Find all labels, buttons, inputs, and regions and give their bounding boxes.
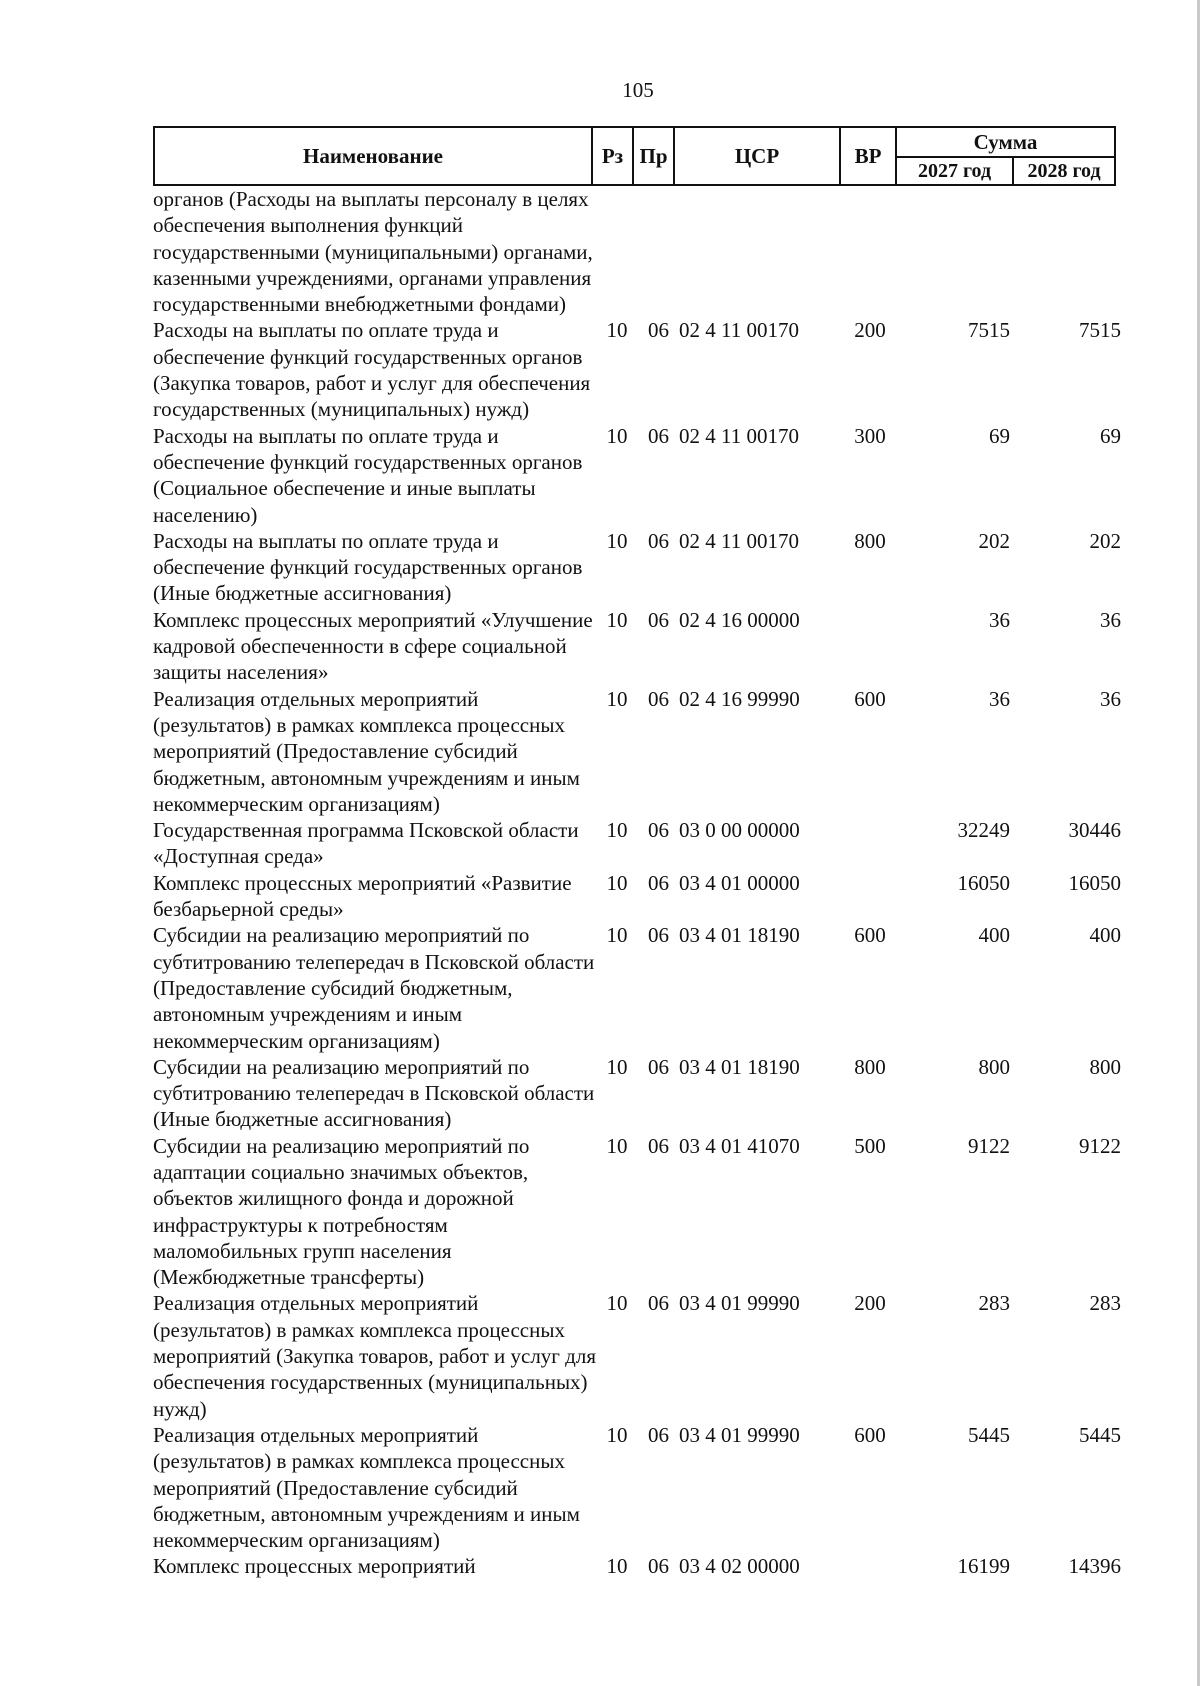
row-pr: 06 [648, 870, 669, 895]
header-name: Наименование [154, 127, 592, 185]
row-amount-2028: 16050 [1068, 870, 1121, 895]
table-row [153, 528, 1121, 607]
budget-table [153, 186, 1121, 1580]
row-amount-2027 [899, 186, 1010, 317]
row-name: Реализация отдельных мероприятий (результатов) в рамках комплекса процессных мероприятий (Закупка товаров, работ и услуг для обеспечения государственных (муниципальных) нужд) [153, 1291, 596, 1421]
row-csr: 03 4 01 99990 [679, 1291, 800, 1316]
row-amount-2028: 9122 [1079, 1133, 1121, 1158]
row-vr: 800 [854, 1054, 886, 1079]
table-row [153, 870, 1121, 923]
row-rz: 10 [606, 1133, 628, 1158]
header-vr: ВР [840, 127, 896, 185]
row-vr: 600 [854, 686, 886, 711]
row-amount-2027: 9122 [968, 1133, 1010, 1158]
row-amount-2027: 800 [978, 1054, 1010, 1079]
row-rz: 10 [606, 423, 628, 448]
row-pr: 06 [648, 1054, 669, 1079]
row-csr: 03 4 02 00000 [679, 1554, 800, 1579]
row-amount-2028: 69 [1100, 423, 1121, 448]
header-sum: Сумма [896, 127, 1115, 157]
table-row [153, 607, 1121, 686]
row-pr: 06 [648, 1291, 669, 1316]
table-header [153, 126, 1116, 186]
row-vr: 300 [854, 423, 886, 448]
table-row [153, 922, 1121, 1053]
row-amount-2028 [1010, 186, 1121, 317]
row-csr: 02 4 11 00170 [679, 318, 799, 343]
row-rz: 10 [606, 818, 628, 843]
row-amount-2027: 400 [978, 923, 1010, 948]
row-name: Расходы на выплаты по оплате труда и обеспечение функций государственных органов (Закупка товаров, работ и услуг для обеспечения государственных (муниципальных) нужд) [153, 318, 591, 422]
row-vr: 200 [854, 1291, 886, 1316]
row-amount-2028: 14396 [1068, 1554, 1121, 1579]
row-vr [841, 1553, 899, 1579]
table-row [153, 423, 1121, 528]
row-pr: 06 [648, 318, 669, 343]
row-amount-2027: 16050 [957, 870, 1010, 895]
table-row [153, 1054, 1121, 1133]
row-amount-2027: 16199 [957, 1554, 1010, 1579]
row-rz [596, 186, 638, 317]
row-vr: 200 [854, 318, 886, 343]
row-amount-2028: 202 [1089, 528, 1121, 553]
row-vr [841, 186, 899, 317]
row-rz: 10 [606, 1422, 628, 1447]
row-name: Реализация отдельных мероприятий (результатов) в рамках комплекса процессных мероприятий (Предоставление субсидий бюджетным, автономным учреждениям и иным некоммерческим организациям) [153, 686, 580, 816]
row-vr: 600 [854, 1422, 886, 1447]
row-name: Комплекс процессных мероприятий «Развитие безбарьерной среды» [153, 870, 572, 922]
row-amount-2027: 69 [989, 423, 1010, 448]
row-pr: 06 [648, 1554, 669, 1579]
row-vr [841, 607, 899, 686]
table-row [153, 1422, 1121, 1553]
row-csr: 02 4 16 99990 [679, 686, 800, 711]
row-rz: 10 [606, 923, 628, 948]
page-number: 105 [622, 78, 654, 102]
row-pr: 06 [648, 923, 669, 948]
header-year-2027: 2027 год [896, 157, 1013, 185]
row-amount-2028: 800 [1089, 1054, 1121, 1079]
table-row [153, 817, 1121, 870]
row-csr: 02 4 16 00000 [679, 607, 800, 632]
row-vr: 600 [854, 923, 886, 948]
row-name: Реализация отдельных мероприятий (результатов) в рамках комплекса процессных мероприятий (Предоставление субсидий бюджетным, автономным учреждениям и иным некоммерческим организациям) [153, 1422, 580, 1553]
row-amount-2028: 30446 [1068, 818, 1121, 843]
row-vr: 800 [854, 528, 886, 553]
row-amount-2027: 36 [989, 686, 1010, 711]
row-amount-2028: 5445 [1079, 1422, 1121, 1447]
row-amount-2028: 36 [1100, 686, 1121, 711]
row-csr: 02 4 11 00170 [679, 528, 799, 553]
row-name: Комплекс процессных мероприятий [153, 1554, 476, 1579]
row-rz: 10 [606, 870, 628, 895]
row-rz: 10 [606, 1054, 628, 1079]
row-amount-2027: 7515 [968, 318, 1010, 343]
row-csr: 02 4 11 00170 [679, 423, 799, 448]
row-csr: 03 0 00 00000 [679, 818, 800, 843]
row-pr: 06 [648, 607, 669, 632]
header-pr: Пр [633, 127, 674, 185]
row-csr: 03 4 01 18190 [679, 923, 800, 948]
row-amount-2028: 36 [1100, 607, 1121, 632]
row-name: Расходы на выплаты по оплате труда и обеспечение функций государственных органов (Социальное обеспечение и иные выплаты населению) [153, 423, 583, 527]
row-name: Государственная программа Псковской области «Доступная среда» [153, 818, 579, 869]
header-year-2028: 2028 год [1013, 157, 1115, 185]
row-csr: 03 4 01 99990 [679, 1422, 800, 1447]
row-vr: 500 [854, 1133, 886, 1158]
row-amount-2027: 283 [978, 1291, 1010, 1316]
row-amount-2027: 36 [989, 607, 1010, 632]
row-csr [679, 186, 841, 317]
row-csr: 03 4 01 18190 [679, 1054, 800, 1079]
row-amount-2027: 32249 [957, 818, 1010, 843]
row-amount-2027: 5445 [968, 1422, 1010, 1447]
table-row [153, 317, 1121, 422]
row-name: Субсидии на реализацию мероприятий по субтитрованию телепередач в Псковской области (Предоставление субсидий бюджетным, автономным учреждениям и иным некоммерческим организациям) [153, 923, 595, 1053]
table-row [153, 186, 1121, 317]
row-vr [841, 870, 899, 923]
row-amount-2028: 7515 [1079, 318, 1121, 343]
header-rz: Рз [592, 127, 633, 185]
row-rz: 10 [606, 318, 628, 343]
row-rz: 10 [606, 607, 628, 632]
row-pr: 06 [648, 528, 669, 553]
row-rz: 10 [606, 1554, 628, 1579]
row-csr: 03 4 01 41070 [679, 1133, 800, 1158]
row-vr [841, 817, 899, 870]
row-rz: 10 [606, 686, 628, 711]
row-pr [638, 186, 679, 317]
row-amount-2028: 283 [1089, 1291, 1121, 1316]
row-name: Расходы на выплаты по оплате труда и обеспечение функций государственных органов (Иные бюджетные ассигнования) [153, 528, 583, 606]
row-rz: 10 [606, 1291, 628, 1316]
row-pr: 06 [648, 1133, 669, 1158]
table-row [153, 1290, 1121, 1421]
row-name: Субсидии на реализацию мероприятий по адаптации социально значимых объектов, объектов жилищного фонда и дорожной инфраструктуры к потребностям маломобильных групп населения (Межбюджетные трансферты) [153, 1133, 530, 1290]
row-rz: 10 [606, 528, 628, 553]
table-row [153, 686, 1121, 817]
row-name: Комплекс процессных мероприятий «Улучшение кадровой обеспеченности в сфере социальной защиты населения» [153, 607, 593, 685]
row-pr: 06 [648, 818, 669, 843]
row-pr: 06 [648, 686, 669, 711]
header-csr: ЦСР [674, 127, 840, 185]
table-row [153, 1133, 1121, 1291]
row-amount-2027: 202 [978, 528, 1010, 553]
row-name: органов (Расходы на выплаты персоналу в целях обеспечения выполнения функций государственными (муниципальными) органами, казенными учреждениями, органами управления государственными внебюджетными фондами) [153, 187, 593, 317]
table-row [153, 1553, 1121, 1579]
row-name: Субсидии на реализацию мероприятий по субтитрованию телепередач в Псковской области (Иные бюджетные ассигнования) [153, 1054, 595, 1132]
row-pr: 06 [648, 1422, 669, 1447]
row-pr: 06 [648, 423, 669, 448]
row-amount-2028: 400 [1089, 923, 1121, 948]
row-csr: 03 4 01 00000 [679, 870, 800, 895]
